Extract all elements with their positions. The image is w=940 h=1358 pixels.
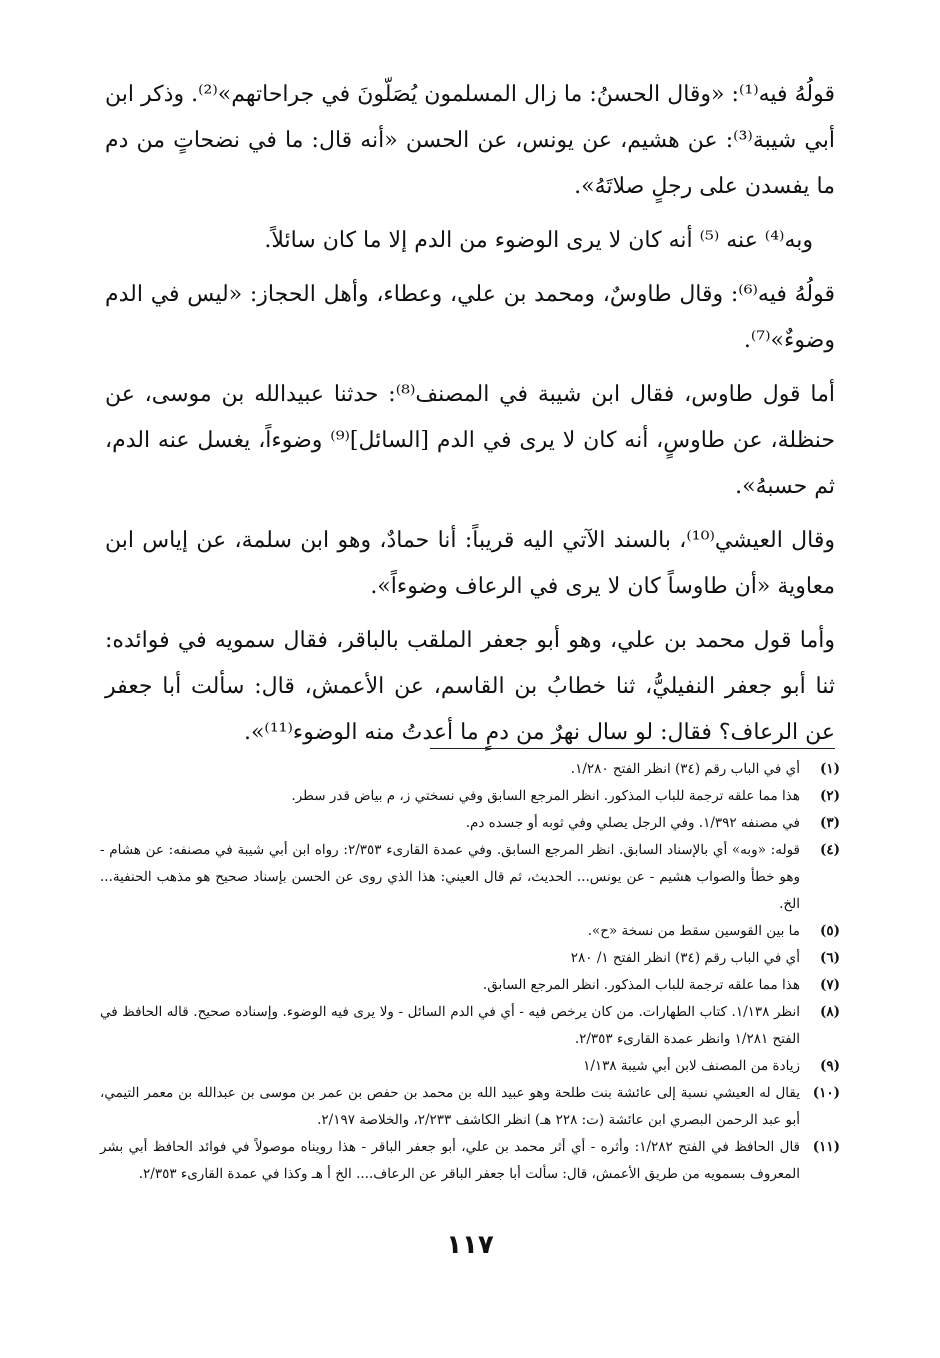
footnote-text: في مصنفه ١/٣٩٢. وفي الرجل يصلي وفي ثوبه أو جسده دم. <box>465 815 800 831</box>
footnote-text: أي في الباب رقم (٣٤) انظر الفتح ١/٢٨٠. <box>570 761 800 777</box>
main-text <box>105 72 835 764</box>
paragraph: قولُهُ فيه⁽¹⁾: «وقال الحسنُ: ما زال المسلمون يُصَلّونَ في جراحاتهم»⁽²⁾. وذكر ابن أبي شيبة⁽³⁾: عن هشيم، عن يونس، عن الحسن «أنه قال: ما في نضحاتٍ من دم ما يفسدن على رجلٍ صلاتَهُ». <box>105 82 835 199</box>
footnote-divider <box>430 748 835 749</box>
footnote-text: قال الحافظ في الفتح ١/٢٨٢: وأثره - أي أثر محمد بن علي، أبو جعفر الباقر - هذا رويناه موصولاً في فوائد الحافظ أبي بشر المعروف بسمويه من طريق الأعمش، قال: سألت أبا جعفر الباقر عن الرعاف.... الخ أ هـ وكذا في عمدة القارىء ٢/٣٥٣. <box>100 1139 801 1182</box>
footnote-number: (٢) <box>819 788 840 804</box>
page-number: ١١٧ <box>446 1230 494 1260</box>
footnote-number: (١٠) <box>812 1085 840 1101</box>
footnote <box>100 810 840 837</box>
footnote-number: (٩) <box>819 1058 840 1074</box>
paragraph: قولُهُ فيه⁽⁶⁾: وقال طاوسٌ، ومحمد بن علي، وعطاء، وأهل الحجاز: «ليس في الدم وضوءٌ»⁽⁷⁾. <box>105 282 835 353</box>
footnote-text: هذا مما علقه ترجمة للباب المذكور. انظر المرجع السابق. <box>482 977 800 993</box>
paragraph: وبه⁽⁴⁾ عنه ⁽⁵⁾ أنه كان لا يرى الوضوء من الدم إلا ما كان سائلاً. <box>264 228 813 253</box>
footnote-number: (٥) <box>819 923 840 939</box>
footnote <box>100 1080 840 1134</box>
footnote <box>100 783 840 810</box>
footnote <box>100 999 840 1053</box>
footnote-text: يقال له العيشي نسبة إلى عائشة بنت طلحة وهو عبيد الله بن محمد بن حفص بن عمر بن موسى بن عبدالله بن معمر التيمي، أبو عبد الرحمن البصري ابن عائشة (ت: ٢٢٨ هـ) انظر الكاشف ٢/٢٣٣، والخلاصة ٢/١٩٧. <box>100 1085 800 1128</box>
paragraph: أما قول طاوس، فقال ابن شيبة في المصنف⁽⁸⁾: حدثنا عبيدالله بن موسى، عن حنظلة، عن طاوسٍ، أنه كان لا يرى في الدم [السائل]⁽⁹⁾ وضوءاً، يغسل عنه الدم، ثم حسبهُ». <box>105 382 835 499</box>
footnote-number: (١) <box>819 761 840 777</box>
paragraph: وقال العيشي⁽¹⁰⁾، بالسند الآتي اليه قريباً: أنا حمادٌ، وهو ابن سلمة، عن إياس ابن معاوية «أن طاوساً كان لا يرى في الرعاف وضوءاً». <box>105 528 836 599</box>
footnote-number: (٧) <box>819 977 840 993</box>
footnote <box>100 1053 840 1080</box>
footnote-number: (٤) <box>819 842 840 858</box>
footnote-text: انظر ١/١٣٨. كتاب الطهارات. من كان يرخص فيه - أي في الدم السائل - ولا يرى فيه الوضوء. وإسناده صحيح. قاله الحافظ في الفتح ١/٢٨١ وانظر عمدة القارىء ٢/٣٥٣. <box>100 1004 800 1047</box>
footnote <box>100 1134 840 1188</box>
footnote-text: ما بين القوسين سقط من نسخة «ح». <box>587 923 800 939</box>
footnote <box>100 837 840 918</box>
footnote-text: أي في الباب رقم (٣٤) انظر الفتح ١/ ٢٨٠ <box>570 950 800 966</box>
footnote-number: (٨) <box>819 1004 840 1020</box>
footnote-number: (٦) <box>819 950 840 966</box>
paragraph: وأما قول محمد بن علي، وهو أبو جعفر الملقب بالباقر، فقال سمويه في فوائده: ثنا أبو جعفر النفيليُّ، ثنا خطابُ بن القاسم، عن الأعمش، قال: سألت أبا جعفر عن الرعاف؟ فقال: لو سال نهرٌ من دمٍ ما أعدتُ منه الوضوء⁽¹¹⁾». <box>105 628 835 745</box>
footnotes <box>100 756 840 1188</box>
footnote <box>100 972 840 999</box>
footnote-text: قوله: «وبه» أي بالإسناد السابق. انظر المرجع السابق. وفي عمدة القارىء ٢/٣٥٣: رواه ابن أبي شيبة في مصنفه: عن هشام - وهو خطأ والصواب هشيم - عن يونس... الحديث، ثم قال العيني: هذا الذي روى عن الحسن بإسناد صحيح هو مذهب الحنفية... الخ. <box>100 842 800 912</box>
footnote <box>100 918 840 945</box>
footnote <box>100 945 840 972</box>
footnote-number: (٣) <box>819 815 840 831</box>
footnote-text: زيادة من المصنف لابن أبي شيبة ١/١٣٨ <box>583 1058 800 1074</box>
footnote-number: (١١) <box>812 1139 840 1155</box>
footnote-text: هذا مما علقه ترجمة للباب المذكور. انظر المرجع السابق وفي نسختي ز، م بياض قدر سطر. <box>291 788 800 804</box>
footnote <box>100 756 840 783</box>
